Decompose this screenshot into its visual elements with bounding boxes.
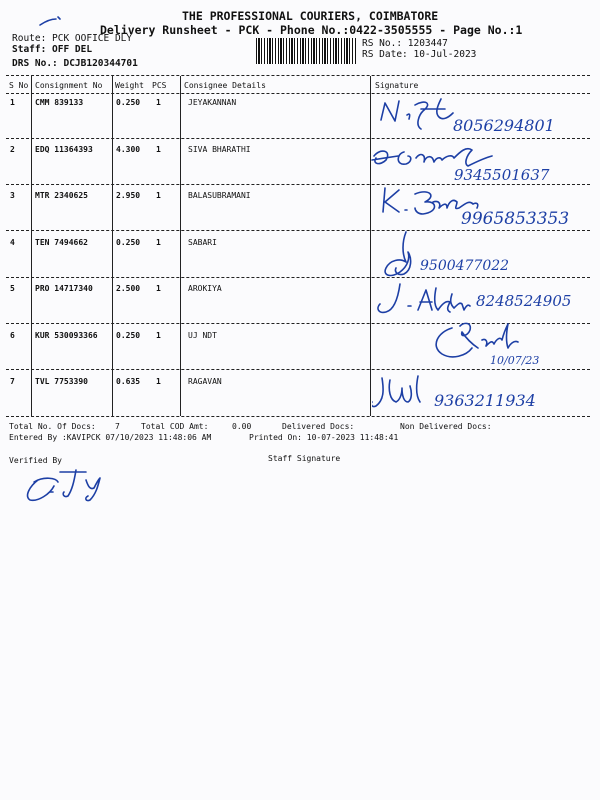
row-weight: 0.635 — [116, 377, 141, 386]
signature-phone: 9965853353 — [461, 209, 570, 229]
signature-row-5 — [372, 280, 594, 322]
row-weight: 4.300 — [116, 145, 141, 154]
row-consignee: AROKIYA — [188, 284, 222, 293]
row-consignment: TVL 7753390 — [35, 377, 88, 386]
signature-row-2 — [370, 142, 590, 184]
row-consignee: SIVA BHARATHI — [188, 145, 251, 154]
row-pcs: 1 — [156, 377, 161, 386]
row-sno: 4 — [10, 238, 15, 247]
signature-date: 10/07/23 — [490, 354, 540, 367]
runsheet-title: Delivery Runsheet - PCK - Phone No.:0422-3505555 - Page No.:1 — [100, 23, 523, 37]
table-bottom-rule — [6, 416, 590, 417]
column-divider — [180, 76, 181, 416]
table-top-rule — [6, 75, 590, 76]
column-divider — [31, 76, 32, 416]
signature-row-6 — [430, 318, 570, 370]
staff-label: Staff: OFF DEL — [12, 44, 93, 55]
row-pcs: 1 — [156, 238, 161, 247]
signature-phone: 8056294801 — [453, 116, 555, 135]
col-header-pcs: PCS — [152, 81, 167, 90]
signature-phone: 9500477022 — [420, 258, 510, 274]
column-divider — [112, 76, 113, 416]
entered-by: Entered By :KAVIPCK 07/10/2023 11:48:06 AM — [9, 433, 212, 442]
printed-on: Printed On: 10-07-2023 11:48:41 — [249, 433, 399, 442]
verified-by-label: Verified By — [9, 456, 62, 465]
signature-row-7 — [372, 372, 587, 416]
row-consignment: EDQ 11364393 — [35, 145, 93, 154]
row-sno: 1 — [10, 98, 15, 107]
row-consignment: PRO 14717340 — [35, 284, 93, 293]
row-sno: 3 — [10, 191, 15, 200]
row-consignee: SABARI — [188, 238, 217, 247]
signature-phone: 9345501637 — [454, 166, 550, 184]
row-consignment: KUR 530093366 — [35, 331, 98, 340]
row-pcs: 1 — [156, 191, 161, 200]
row-consignment: TEN 7494662 — [35, 238, 88, 247]
row-weight: 0.250 — [116, 331, 141, 340]
total-docs-label: Total No. Of Docs: — [9, 422, 96, 431]
row-pcs: 1 — [156, 331, 161, 340]
signature-row-4 — [376, 230, 586, 278]
row-consignee: UJ NDT — [188, 331, 217, 340]
row-sno: 7 — [10, 377, 15, 386]
signature-phone: 9363211934 — [434, 391, 536, 410]
row-consignee: JEYAKANNAN — [188, 98, 237, 107]
signature-row-1 — [375, 95, 585, 137]
route-label: Route: PCK OOFICE DLY — [12, 33, 133, 44]
company-name: THE PROFESSIONAL COURIERS, COIMBATORE — [182, 9, 439, 23]
delivered-docs-label: Delivered Docs: — [282, 422, 355, 431]
barcode-image — [256, 38, 356, 64]
row-weight: 0.250 — [116, 238, 141, 247]
row-pcs: 1 — [156, 284, 161, 293]
row-weight: 2.950 — [116, 191, 141, 200]
drs-number: DRS No.: DCJB120344701 — [12, 58, 138, 69]
row-divider — [6, 184, 590, 185]
col-header-consignment: Consignment No — [35, 81, 103, 90]
total-docs-value: 7 — [115, 422, 120, 431]
rs-number: RS No.: 1203447 — [362, 38, 448, 49]
row-sno: 6 — [10, 331, 15, 340]
staff-signature-label: Staff Signature — [268, 454, 341, 463]
row-weight: 0.250 — [116, 98, 141, 107]
row-consignee: RAGAVAN — [188, 377, 222, 386]
verifier-signature — [20, 466, 120, 506]
row-pcs: 1 — [156, 145, 161, 154]
row-consignment: CMM 839133 — [35, 98, 84, 107]
col-header-weight: Weight — [115, 81, 144, 90]
table-header-rule — [6, 93, 590, 94]
row-consignee: BALASUBRAMANI — [188, 191, 251, 200]
total-cod-value: 0.00 — [232, 422, 252, 431]
total-cod-label: Total COD Amt: — [141, 422, 209, 431]
rs-date: RS Date: 10-Jul-2023 — [362, 49, 477, 60]
row-consignment: MTR 2340625 — [35, 191, 88, 200]
signature-row-3 — [375, 186, 590, 230]
col-header-signature: Signature — [375, 81, 419, 90]
signature-phone: 8248524905 — [476, 292, 572, 310]
non-delivered-docs-label: Non Delivered Docs: — [400, 422, 492, 431]
column-divider — [370, 76, 371, 416]
col-header-sno: S No — [9, 81, 29, 90]
col-header-consignee: Consignee Details — [184, 81, 266, 90]
row-pcs: 1 — [156, 98, 161, 107]
row-sno: 2 — [10, 145, 15, 154]
pen-mark — [38, 15, 68, 29]
row-weight: 2.500 — [116, 284, 141, 293]
row-divider — [6, 138, 590, 139]
row-sno: 5 — [10, 284, 15, 293]
